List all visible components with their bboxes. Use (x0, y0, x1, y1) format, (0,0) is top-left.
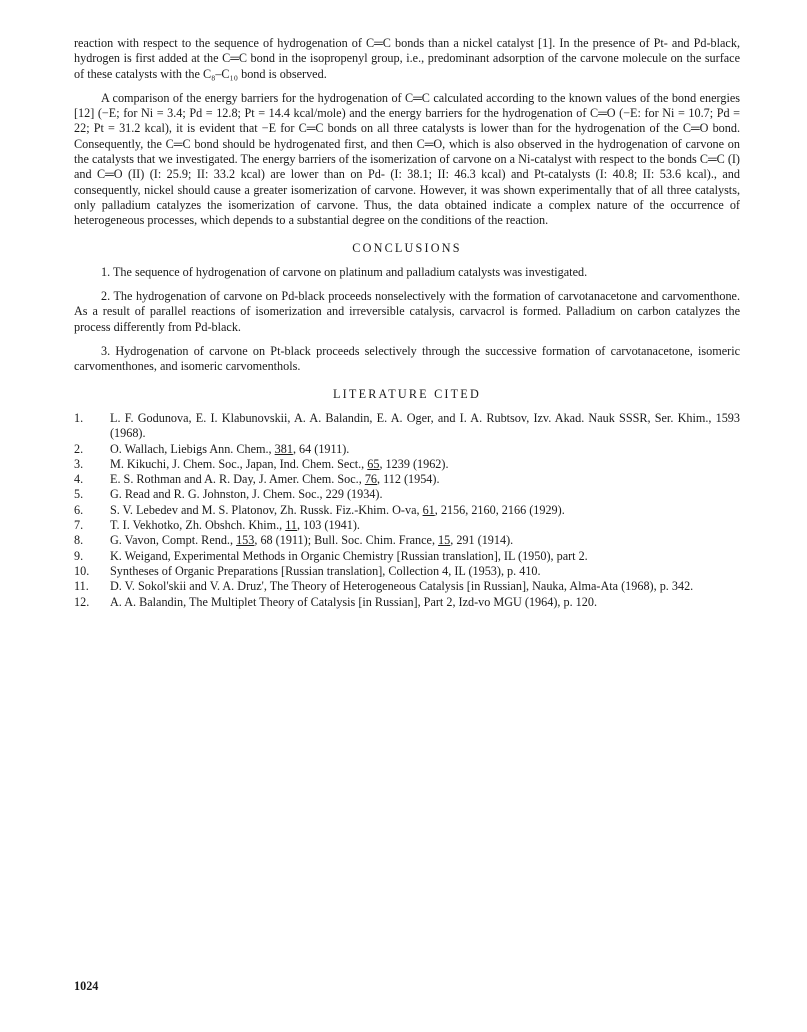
reference-item (74, 411, 740, 442)
reference-number: 5. (74, 487, 84, 502)
reference-number: 6. (74, 502, 84, 517)
reference-text-part: , 103 (1941). (297, 518, 360, 533)
reference-text-part: , 112 (1954). (377, 472, 440, 487)
reference-text-part: E. S. Rothman and A. R. Day, J. Amer. Chem. Soc., (110, 472, 365, 487)
reference-number: 11. (74, 579, 89, 594)
reference-number: 10. (74, 563, 90, 578)
reference-text-part: , 64 (1911). (292, 441, 350, 456)
reference-volume: 153 (236, 533, 255, 548)
reference-number: 7. (74, 518, 84, 533)
page-number: 1024 (74, 979, 99, 993)
reference-number: 8. (74, 533, 84, 548)
reference-number: 3. (74, 456, 84, 471)
reference-text (110, 533, 740, 548)
reference-item (74, 595, 740, 610)
conclusion-item-2: 2. The hydrogenation of carvone on Pd-black proceeds nonselectively with the formation of carvotanacetone and carvomenthone. As a result of parallel reactions of isomerization and irreversible catalysis, carvacrol is formed. Palladium on carbon catalyzes the process differently from Pd-black. (74, 289, 740, 334)
reference-list (74, 411, 740, 610)
reference-number: 1. (74, 410, 84, 425)
reference-number: 9. (74, 548, 84, 563)
body-paragraph-1: reaction with respect to the sequence of hydrogenation of C═C bonds than a nickel catalyst [1]. In the presence of Pt- and Pd-black, hydrogen is first added at the C═C bond in the isopropenyl group, i.e., predominant adsorption of the carvone molecule on the surface of these catalysts with the C₈–C₁₀ bond is observed. (74, 36, 740, 81)
reference-volume: 65 (367, 456, 380, 471)
reference-text: G. Read and R. G. Johnston, J. Chem. Soc., 229 (1934). (110, 487, 383, 502)
reference-number: 4. (74, 472, 84, 487)
reference-volume: 15 (438, 533, 451, 548)
reference-text: K. Weigand, Experimental Methods in Organic Chemistry [Russian translation], IL (1950), part 2. (110, 548, 588, 563)
reference-item (74, 564, 740, 579)
reference-text-part: , 1239 (1962). (379, 456, 449, 471)
reference-text-part: , 68 (1911); Bull. Soc. Chim. France, (254, 533, 439, 548)
conclusion-item-3: 3. Hydrogenation of carvone on Pt-black proceeds selectively through the successive formation of carvotanacetone, isomeric carvomenthones, and isomeric carvomenthols. (74, 344, 740, 374)
reference-item (74, 518, 740, 533)
reference-item (74, 549, 740, 564)
reference-text (110, 503, 740, 518)
reference-text-part: , 291 (1914). (450, 533, 514, 548)
reference-item (74, 442, 740, 457)
reference-number: 2. (74, 441, 84, 456)
reference-number: 12. (74, 594, 90, 609)
reference-item (74, 487, 740, 502)
reference-text-part: , 2156, 2160, 2166 (1929). (434, 502, 565, 517)
reference-text: A. A. Balandin, The Multiplet Theory of Catalysis [in Russian], Part 2, Izd-vo MGU (1964), p. 120. (110, 594, 597, 609)
reference-item (74, 579, 740, 594)
reference-text (110, 457, 740, 472)
conclusions-heading: CONCLUSIONS (352, 240, 462, 255)
reference-item (74, 457, 740, 472)
reference-text-part: T. I. Vekhotko, Zh. Obshch. Khim., (110, 518, 286, 533)
reference-volume: 76 (364, 472, 377, 487)
literature-heading: LITERATURE CITED (333, 386, 481, 401)
conclusion-item-1: 1. The sequence of hydrogenation of carvone on platinum and palladium catalysts was investigated. (101, 264, 588, 279)
reference-item (74, 472, 740, 487)
reference-text: Syntheses of Organic Preparations [Russian translation], Collection 4, IL (1953), p. 410. (110, 563, 541, 578)
reference-volume: 61 (422, 502, 435, 517)
reference-volume: 381 (274, 441, 293, 456)
reference-item (74, 533, 740, 548)
reference-text (110, 442, 740, 457)
reference-text-part: G. Vavon, Compt. Rend., (110, 533, 237, 548)
page-body (74, 36, 740, 610)
body-paragraph-2: A comparison of the energy barriers for the hydrogenation of C═C calculated according to the known values of the bond energies [12] (−E; for Ni = 3.4; Pd = 12.8; Pt = 14.4 kcal/mole) and the energy barriers for the hydrogenation of C═O (−E: for Ni = 10.7; Pd = 22; Pt = 31.2 kcal), it is evident that −E for C═C bonds on all three catalysts is lower than for the hydrogenation of the C═O bond. Consequently, the C═C bond should be hydrogenated first, and then C═O, which is also observed in the hydrogenation of carvone on the catalysts that we investigated. The energy barriers of the isomerization of carvone on a Ni-catalyst with respect to the bonds C═C (I) and C═O (II) (I: 25.9; II: 33.2 kcal) are lower than on Pd- (I: 38.1; II: 46.3 kcal) and Pt-catalysts (I: 40.8; II: 53.6 kcal)., and consequently, nickel should cause a greater isomerization of carvone. However, it was shown experimentally that of all three catalysts, only palladium catalyzes the isomerization of carvone. Thus, the data obtained indicate a complex nature of the occurrence of heterogeneous processes, which depends to a substantial degree on the conditions of the reaction. (74, 90, 740, 228)
reference-text-part: O. Wallach, Liebigs Ann. Chem., (110, 441, 275, 456)
reference-text (110, 518, 740, 533)
reference-text (110, 472, 740, 487)
reference-volume: 11 (285, 518, 297, 533)
reference-text: L. F. Godunova, E. I. Klabunovskii, A. A. Balandin, E. A. Oger, and I. A. Rubtsov, Izv. Akad. Nauk SSSR, Ser. Khim., 1593 (1968). (110, 410, 740, 441)
reference-text: D. V. Sokol'skii and V. A. Druz', The Theory of Heterogeneous Catalysis [in Russian], Nauka, Alma-Ata (1968), p. 342. (110, 579, 694, 594)
reference-text-part: M. Kikuchi, J. Chem. Soc., Japan, Ind. Chem. Sect., (110, 456, 368, 471)
reference-text-part: S. V. Lebedev and M. S. Platonov, Zh. Russk. Fiz.-Khim. O-va, (110, 502, 423, 517)
reference-item (74, 503, 740, 518)
